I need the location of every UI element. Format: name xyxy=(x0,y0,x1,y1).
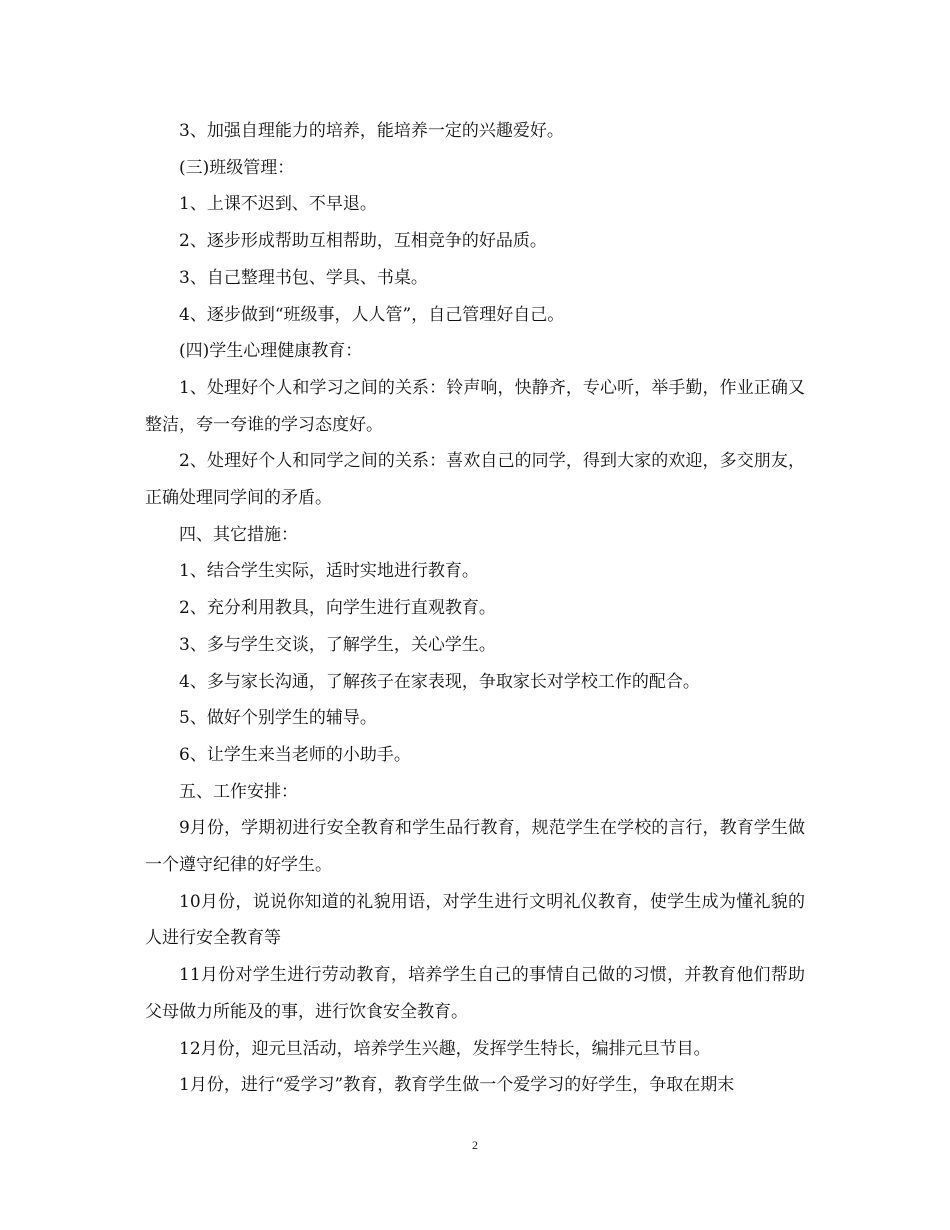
paragraph: 4、逐步做到“班级事，人人管”，自己管理好自己。 xyxy=(179,304,565,325)
paragraph: 3、自己整理书包、学具、书桌。 xyxy=(179,267,428,288)
paragraph: 12月份，迎元旦活动，培养学生兴趣，发挥学生特长，编排元旦节目。 xyxy=(179,1038,711,1059)
page-number: 2 xyxy=(472,1138,478,1152)
paragraph: 11月份对学生进行劳动教育，培养学生自己的事情自己做的习惯，并教育他们帮助父母做力所能及的事，进行饮食安全教育。 xyxy=(145,965,805,1022)
paragraph: 1、上课不迟到、不早退。 xyxy=(179,194,377,215)
paragraph: 2、处理好个人和同学之间的关系：喜欢自己的同学，得到大家的欢迎，多交朋友，正确处理同学间的矛盾。 xyxy=(145,451,805,509)
paragraph: 3、加强自理能力的培养，能培养一定的兴趣爱好。 xyxy=(179,121,564,141)
paragraph: 5、做好个别学生的辅导。 xyxy=(179,708,377,729)
section-heading: 五、工作安排： xyxy=(179,781,298,802)
paragraph: 9月份，学期初进行安全教育和学生品行教育，规范学生在学校的言行，教育学生做一个遵守纪律的好学生。 xyxy=(145,818,805,876)
paragraph: 6、让学生来当老师的小助手。 xyxy=(179,744,411,765)
paragraph: 2、充分利用教具，向学生进行直观教育。 xyxy=(179,598,496,619)
paragraph: 1月份，进行“爱学习”教育，教育学生做一个爱学习的好学生，争取在期末 xyxy=(179,1075,735,1096)
paragraph: 1、结合学生实际，适时实地进行教育。 xyxy=(179,561,479,582)
section-heading: (四)学生心理健康教育： xyxy=(179,341,363,362)
paragraph: 4、多与家长沟通，了解孩子在家表现，争取家长对学校工作的配合。 xyxy=(179,671,700,692)
paragraph: 1、处理好个人和学习之间的关系：铃声响，快静齐，专心听，举手勤，作业正确又整洁，夸一夸谁的学习态度好。 xyxy=(145,377,805,435)
document-body xyxy=(145,113,805,1104)
paragraph: 10月份，说说你知道的礼貌用语，对学生进行文明礼仪教育，使学生成为懂礼貌的人进行安全教育等 xyxy=(145,891,805,949)
section-heading: 四、其它措施： xyxy=(179,524,298,545)
paragraph: 3、多与学生交谈，了解学生，关心学生。 xyxy=(179,634,496,655)
section-heading: (三)班级管理： xyxy=(179,157,295,178)
paragraph: 2、逐步形成帮助互相帮助，互相竞争的好品质。 xyxy=(179,231,547,252)
